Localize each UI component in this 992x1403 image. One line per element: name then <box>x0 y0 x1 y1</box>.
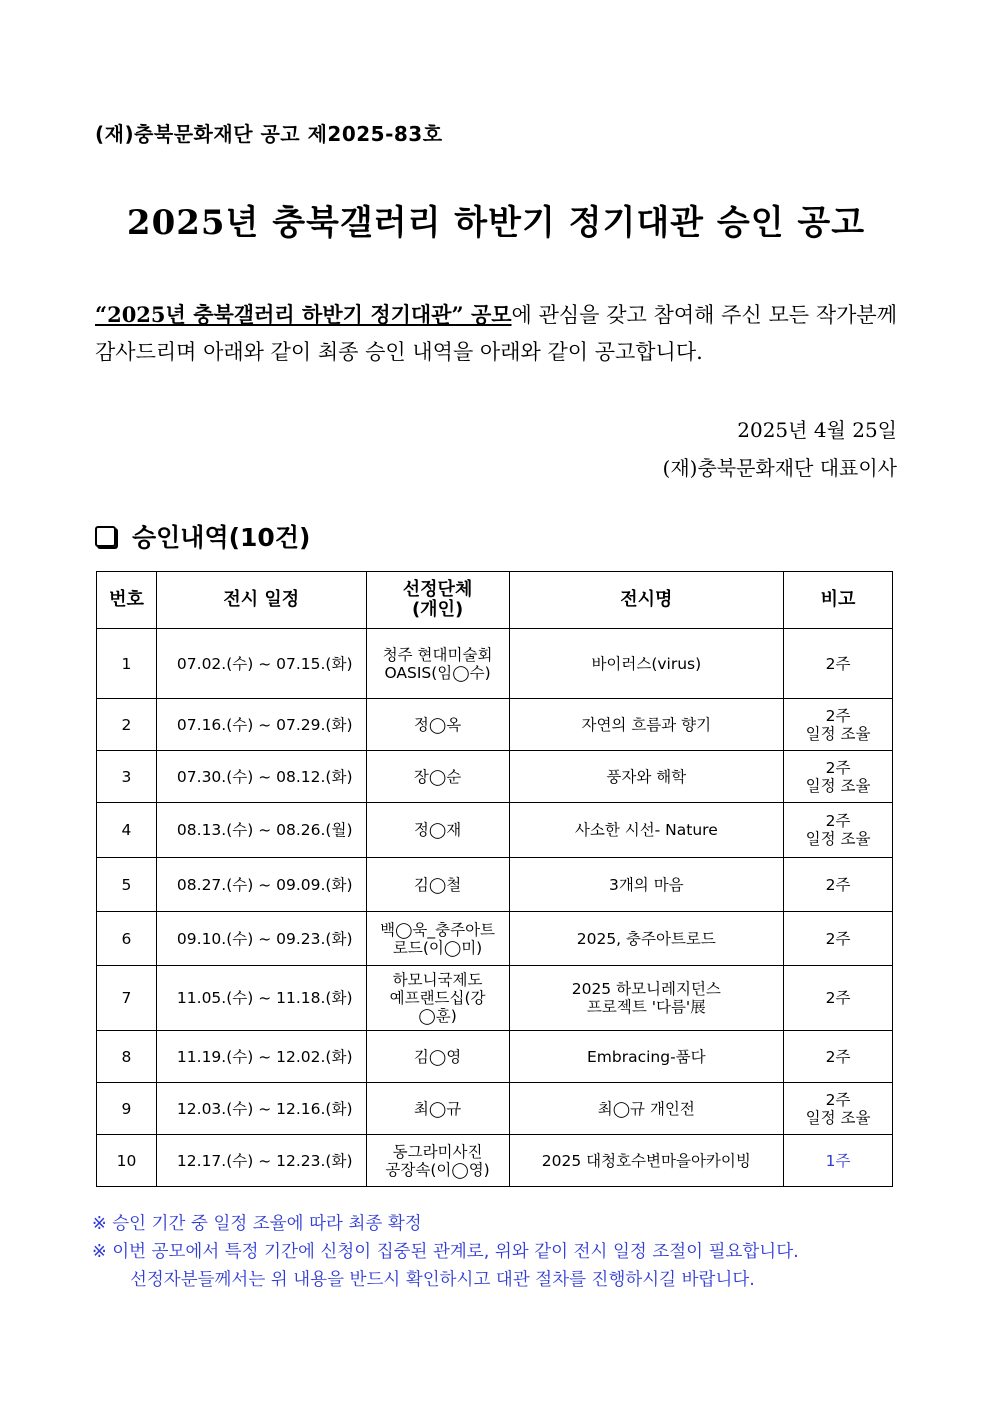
cell-note: 1주 <box>784 1135 893 1187</box>
cell-group: 하모니국제도 예프랜드십(강 ◯훈) <box>366 966 509 1031</box>
cell-number: 7 <box>97 966 157 1031</box>
cell-note: 2주 <box>784 858 893 912</box>
cell-exhibition-name: 3개의 마음 <box>509 858 784 912</box>
notice-date: 2025년 4월 25일 <box>737 418 897 442</box>
cell-schedule: 11.05.(수) ~ 11.18.(화) <box>156 966 366 1031</box>
note-line: ※ 이번 공모에서 특정 기간에 신청이 집중된 관계로, 위와 같이 전시 일정 조절이 필요합니다. <box>92 1242 799 1262</box>
header-number: 번호 <box>97 572 157 629</box>
cell-exhibition-name: 2025, 충주아트로드 <box>509 912 784 966</box>
intro-text: 에 관심을 갖고 참여해 주신 모든 작가분께 감사드리며 아래와 같이 최종 승인 내역을 아래와 같이 공고합니다. <box>95 303 897 364</box>
table-row <box>97 1083 893 1135</box>
cell-number: 5 <box>97 858 157 912</box>
table-row <box>97 803 893 858</box>
cell-note: 2주 <box>784 966 893 1031</box>
table-header-row <box>97 572 893 629</box>
cell-exhibition-name: Embracing-품다 <box>509 1031 784 1083</box>
cell-number: 1 <box>97 629 157 699</box>
cell-group: 김◯철 <box>366 858 509 912</box>
note-line: 선정자분들께서는 위 내용을 반드시 확인하시고 대관 절차를 진행하시길 바랍니다. <box>130 1270 755 1290</box>
header-note: 비고 <box>784 572 893 629</box>
cell-number: 6 <box>97 912 157 966</box>
table-row <box>97 629 893 699</box>
table-row <box>97 699 893 751</box>
cell-schedule: 12.03.(수) ~ 12.16.(화) <box>156 1083 366 1135</box>
cell-schedule: 07.02.(수) ~ 07.15.(화) <box>156 629 366 699</box>
cell-exhibition-name: 바이러스(virus) <box>509 629 784 699</box>
issuer-org: (재)충북문화재단 대표이사 <box>662 456 897 480</box>
cell-group: 백◯욱_충주아트 로드(이◯미) <box>366 912 509 966</box>
cell-group: 동그라미사진 공장속(이◯영) <box>366 1135 509 1187</box>
cell-group: 정◯재 <box>366 803 509 858</box>
cell-schedule: 11.19.(수) ~ 12.02.(화) <box>156 1031 366 1083</box>
section-heading <box>95 518 310 554</box>
table-row <box>97 751 893 803</box>
header-schedule: 전시 일정 <box>156 572 366 629</box>
table-row <box>97 912 893 966</box>
cell-note: 2주 <box>784 1031 893 1083</box>
table-row <box>97 1135 893 1187</box>
cell-exhibition-name: 자연의 흐름과 향기 <box>509 699 784 751</box>
cell-note: 2주 일정 조율 <box>784 1083 893 1135</box>
approval-table <box>96 571 893 1187</box>
cell-group: 최◯규 <box>366 1083 509 1135</box>
cell-group: 정◯옥 <box>366 699 509 751</box>
cell-schedule: 08.13.(수) ~ 08.26.(월) <box>156 803 366 858</box>
notice-number: (재)충북문화재단 공고 제2025-83호 <box>95 122 443 146</box>
cell-note: 2주 일정 조율 <box>784 803 893 858</box>
cell-group: 장◯순 <box>366 751 509 803</box>
header-group <box>366 572 509 629</box>
cell-exhibition-name: 풍자와 해학 <box>509 751 784 803</box>
cell-group: 청주 현대미술회 OASIS(임◯수) <box>366 629 509 699</box>
cell-number: 3 <box>97 751 157 803</box>
cell-schedule: 12.17.(수) ~ 12.23.(화) <box>156 1135 366 1187</box>
cell-number: 9 <box>97 1083 157 1135</box>
intro-paragraph <box>95 296 897 371</box>
checkbox-bullet-icon <box>95 526 116 547</box>
cell-note: 2주 일정 조율 <box>784 699 893 751</box>
cell-exhibition-name: 2025 하모니레지던스 프로젝트 '다름'展 <box>509 966 784 1031</box>
cell-number: 10 <box>97 1135 157 1187</box>
cell-group: 김◯영 <box>366 1031 509 1083</box>
cell-note: 2주 <box>784 629 893 699</box>
cell-exhibition-name: 사소한 시선- Nature <box>509 803 784 858</box>
cell-number: 8 <box>97 1031 157 1083</box>
cell-schedule: 09.10.(수) ~ 09.23.(화) <box>156 912 366 966</box>
section-title: 승인내역(10건) <box>132 523 311 552</box>
note-line: ※ 승인 기간 중 일정 조율에 따라 최종 확정 <box>92 1214 422 1234</box>
cell-schedule: 07.16.(수) ~ 07.29.(화) <box>156 699 366 751</box>
table-row <box>97 858 893 912</box>
cell-exhibition-name: 최◯규 개인전 <box>509 1083 784 1135</box>
cell-schedule: 07.30.(수) ~ 08.12.(화) <box>156 751 366 803</box>
intro-quoted-title: “2025년 충북갤러리 하반기 정기대관” 공모 <box>95 302 512 327</box>
header-group-label: 선정단체 (개인) <box>402 579 473 620</box>
cell-number: 4 <box>97 803 157 858</box>
table-row <box>97 966 893 1031</box>
table-row <box>97 1031 893 1083</box>
cell-number: 2 <box>97 699 157 751</box>
cell-note: 2주 <box>784 912 893 966</box>
notes <box>92 1210 799 1294</box>
cell-exhibition-name: 2025 대청호수변마을아카이빙 <box>509 1135 784 1187</box>
header-exhibition: 전시명 <box>509 572 784 629</box>
cell-note: 2주 일정 조율 <box>784 751 893 803</box>
cell-schedule: 08.27.(수) ~ 09.09.(화) <box>156 858 366 912</box>
page-title: 2025년 충북갤러리 하반기 정기대관 승인 공고 <box>126 203 866 243</box>
